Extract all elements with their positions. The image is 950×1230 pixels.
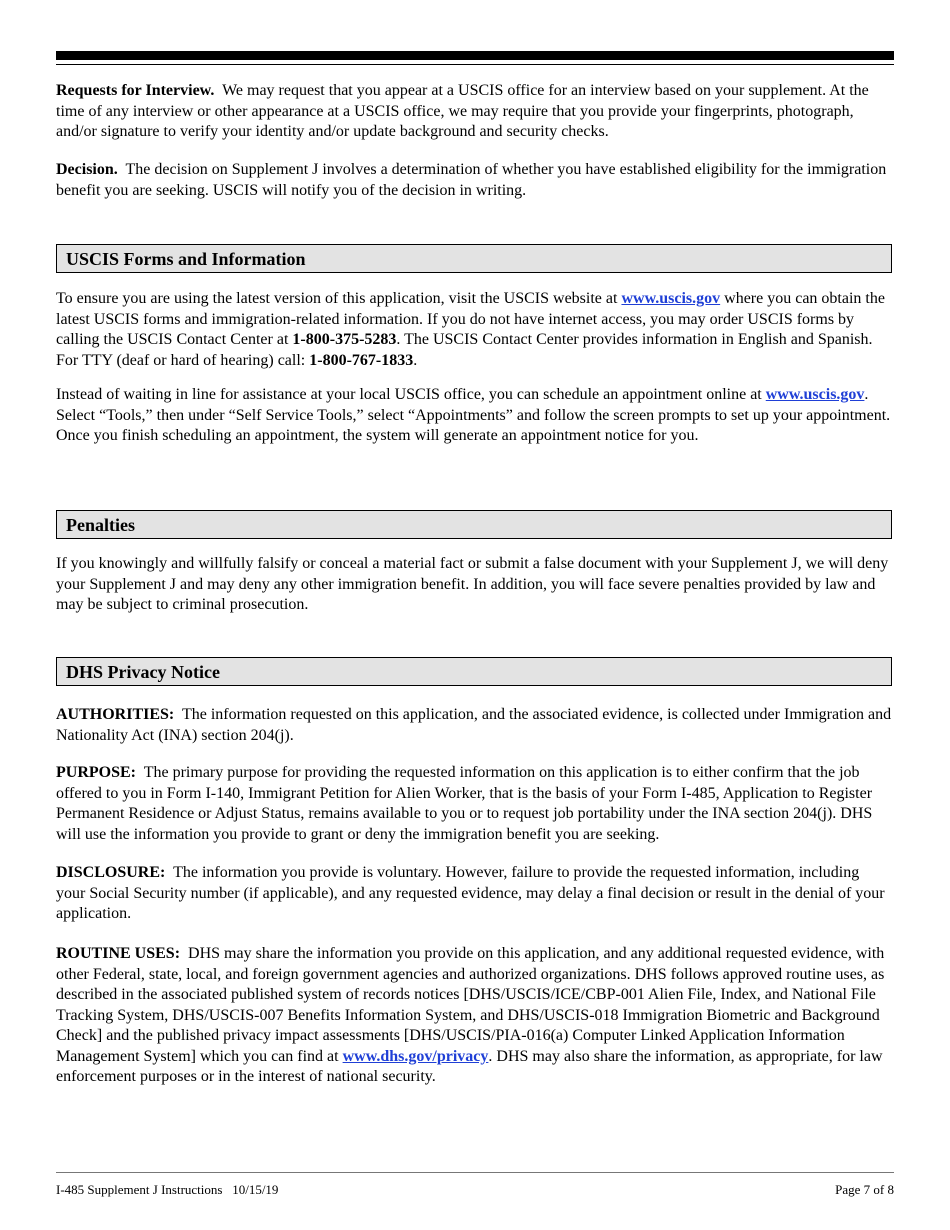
authorities-text: The information requested on this application, and the associated evidence, is collected under Immigration and Nationality Act (INA) section 204(j). <box>56 706 892 744</box>
uscis-appointment-link[interactable]: www.uscis.gov <box>765 386 865 403</box>
privacy-section-title: DHS Privacy Notice <box>66 662 220 682</box>
penalties-section-title: Penalties <box>66 515 135 535</box>
interview-paragraph <box>56 81 892 143</box>
top-rule-thin <box>56 64 894 65</box>
disclosure-paragraph <box>56 863 892 925</box>
purpose-paragraph <box>56 763 892 845</box>
privacy-section-header <box>56 657 892 686</box>
routine-uses-label: ROUTINE USES: <box>56 945 181 962</box>
footer-page-number: Page 7 of 8 <box>835 1182 894 1197</box>
forms-p1-text-c: . The USCIS Contact Center provides information in English and Spanish. For TTY (deaf or hard of hearing) call: <box>56 331 873 369</box>
forms-p1-text-d: . <box>413 351 418 369</box>
forms-section-header <box>56 244 892 273</box>
footer-rule <box>56 1172 894 1173</box>
forms-p1-text-b: where you can obtain the latest USCIS forms and immigration-related information. If you do not have internet access, you may order USCIS forms by calling the USCIS Contact Center at <box>56 290 885 348</box>
forms-p1-text-a: To ensure you are using the latest version of this application, visit the USCIS website at <box>56 290 622 307</box>
purpose-label: PURPOSE: <box>56 764 136 781</box>
decision-heading: Decision. <box>56 161 118 178</box>
disclosure-label: DISCLOSURE: <box>56 864 166 881</box>
contact-center-phone: 1-800-375-5283 <box>292 331 397 348</box>
tty-phone: 1-800-767-1833 <box>309 351 414 369</box>
penalties-section-header <box>56 510 892 539</box>
penalties-text: If you knowingly and willfully falsify or conceal a material fact or submit a false document with your Supplement J, we will deny your Supplement J and may deny any other immigration benefit. In addition, you will face severe penalties provided by law and may be subject to criminal prosecution. <box>56 555 889 613</box>
footer-form-info: I-485 Supplement J Instructions 10/15/19 <box>56 1182 279 1197</box>
authorities-paragraph <box>56 705 892 746</box>
authorities-label: AUTHORITIES: <box>56 706 175 723</box>
top-rule-thick <box>56 51 894 60</box>
decision-text: The decision on Supplement J involves a determination of whether you have established eligibility for the immigration benefit you are seeking. USCIS will notify you of the decision in writing. <box>56 161 887 199</box>
routine-uses-paragraph <box>56 944 892 1088</box>
interview-text: We may request that you appear at a USCIS office for an interview based on your supplement. At the time of any interview or other appearance at a USCIS office, we may require that you provide your fingerprints, photograph, and/or signature to verify your identity and/or update background and security checks. <box>56 82 869 140</box>
uscis-website-link[interactable]: www.uscis.gov <box>621 290 721 307</box>
routine-uses-text-a: DHS may share the information you provide on this application, and any additional requested evidence, with other Federal, state, local, and foreign government agencies and authorized organizations. DHS follows approved routine uses, as described in the associated published system of records notices [DHS/USCIS/ICE/CBP-001 Alien File, Index, and National File Tracking System, DHS/USCIS-007 Benefits Information System, and DHS/USCIS-018 Immigration Biometric and Background Check] and the published privacy impact assessments [DHS/USCIS/PIA-016(a) Computer Linked Application Information Management System] which you can find at <box>56 945 885 1065</box>
forms-p2-text-b: . Select “Tools,” then under “Self Service Tools,” select “Appointments” and follow the screen prompts to set up your appointment. Once you finish scheduling an appointment, the system will generate an appointment notice for you. <box>56 386 891 444</box>
purpose-text: The primary purpose for providing the requested information on this application is to either confirm that the job offered to you in Form I-140, Immigrant Petition for Alien Worker, that is the basis of your Form I-485, Application to Register Permanent Residence or Adjust Status, remains available to you or to request job portability under the INA section 204(j). DHS will use the information you provide to grant or deny the immigration benefit you are seeking. <box>56 764 873 843</box>
forms-paragraph-2 <box>56 385 892 447</box>
interview-heading: Requests for Interview. <box>56 82 215 99</box>
disclosure-text: The information you provide is voluntary. However, failure to provide the requested information, including your Social Security number (if applicable), and any requested evidence, may delay a final decision or result in the denial of your application. <box>56 864 885 922</box>
decision-paragraph <box>56 160 892 201</box>
penalties-paragraph <box>56 554 892 616</box>
routine-uses-text-b: . DHS may also share the information, as appropriate, for law enforcement purposes or in the interest of national security. <box>56 1047 883 1085</box>
forms-section-title: USCIS Forms and Information <box>66 249 306 269</box>
forms-paragraph-1 <box>56 289 892 371</box>
forms-p2-text-a: Instead of waiting in line for assistance at your local USCIS office, you can schedule an appointment online at <box>56 386 766 403</box>
dhs-privacy-link[interactable]: www.dhs.gov/privacy <box>342 1047 489 1065</box>
